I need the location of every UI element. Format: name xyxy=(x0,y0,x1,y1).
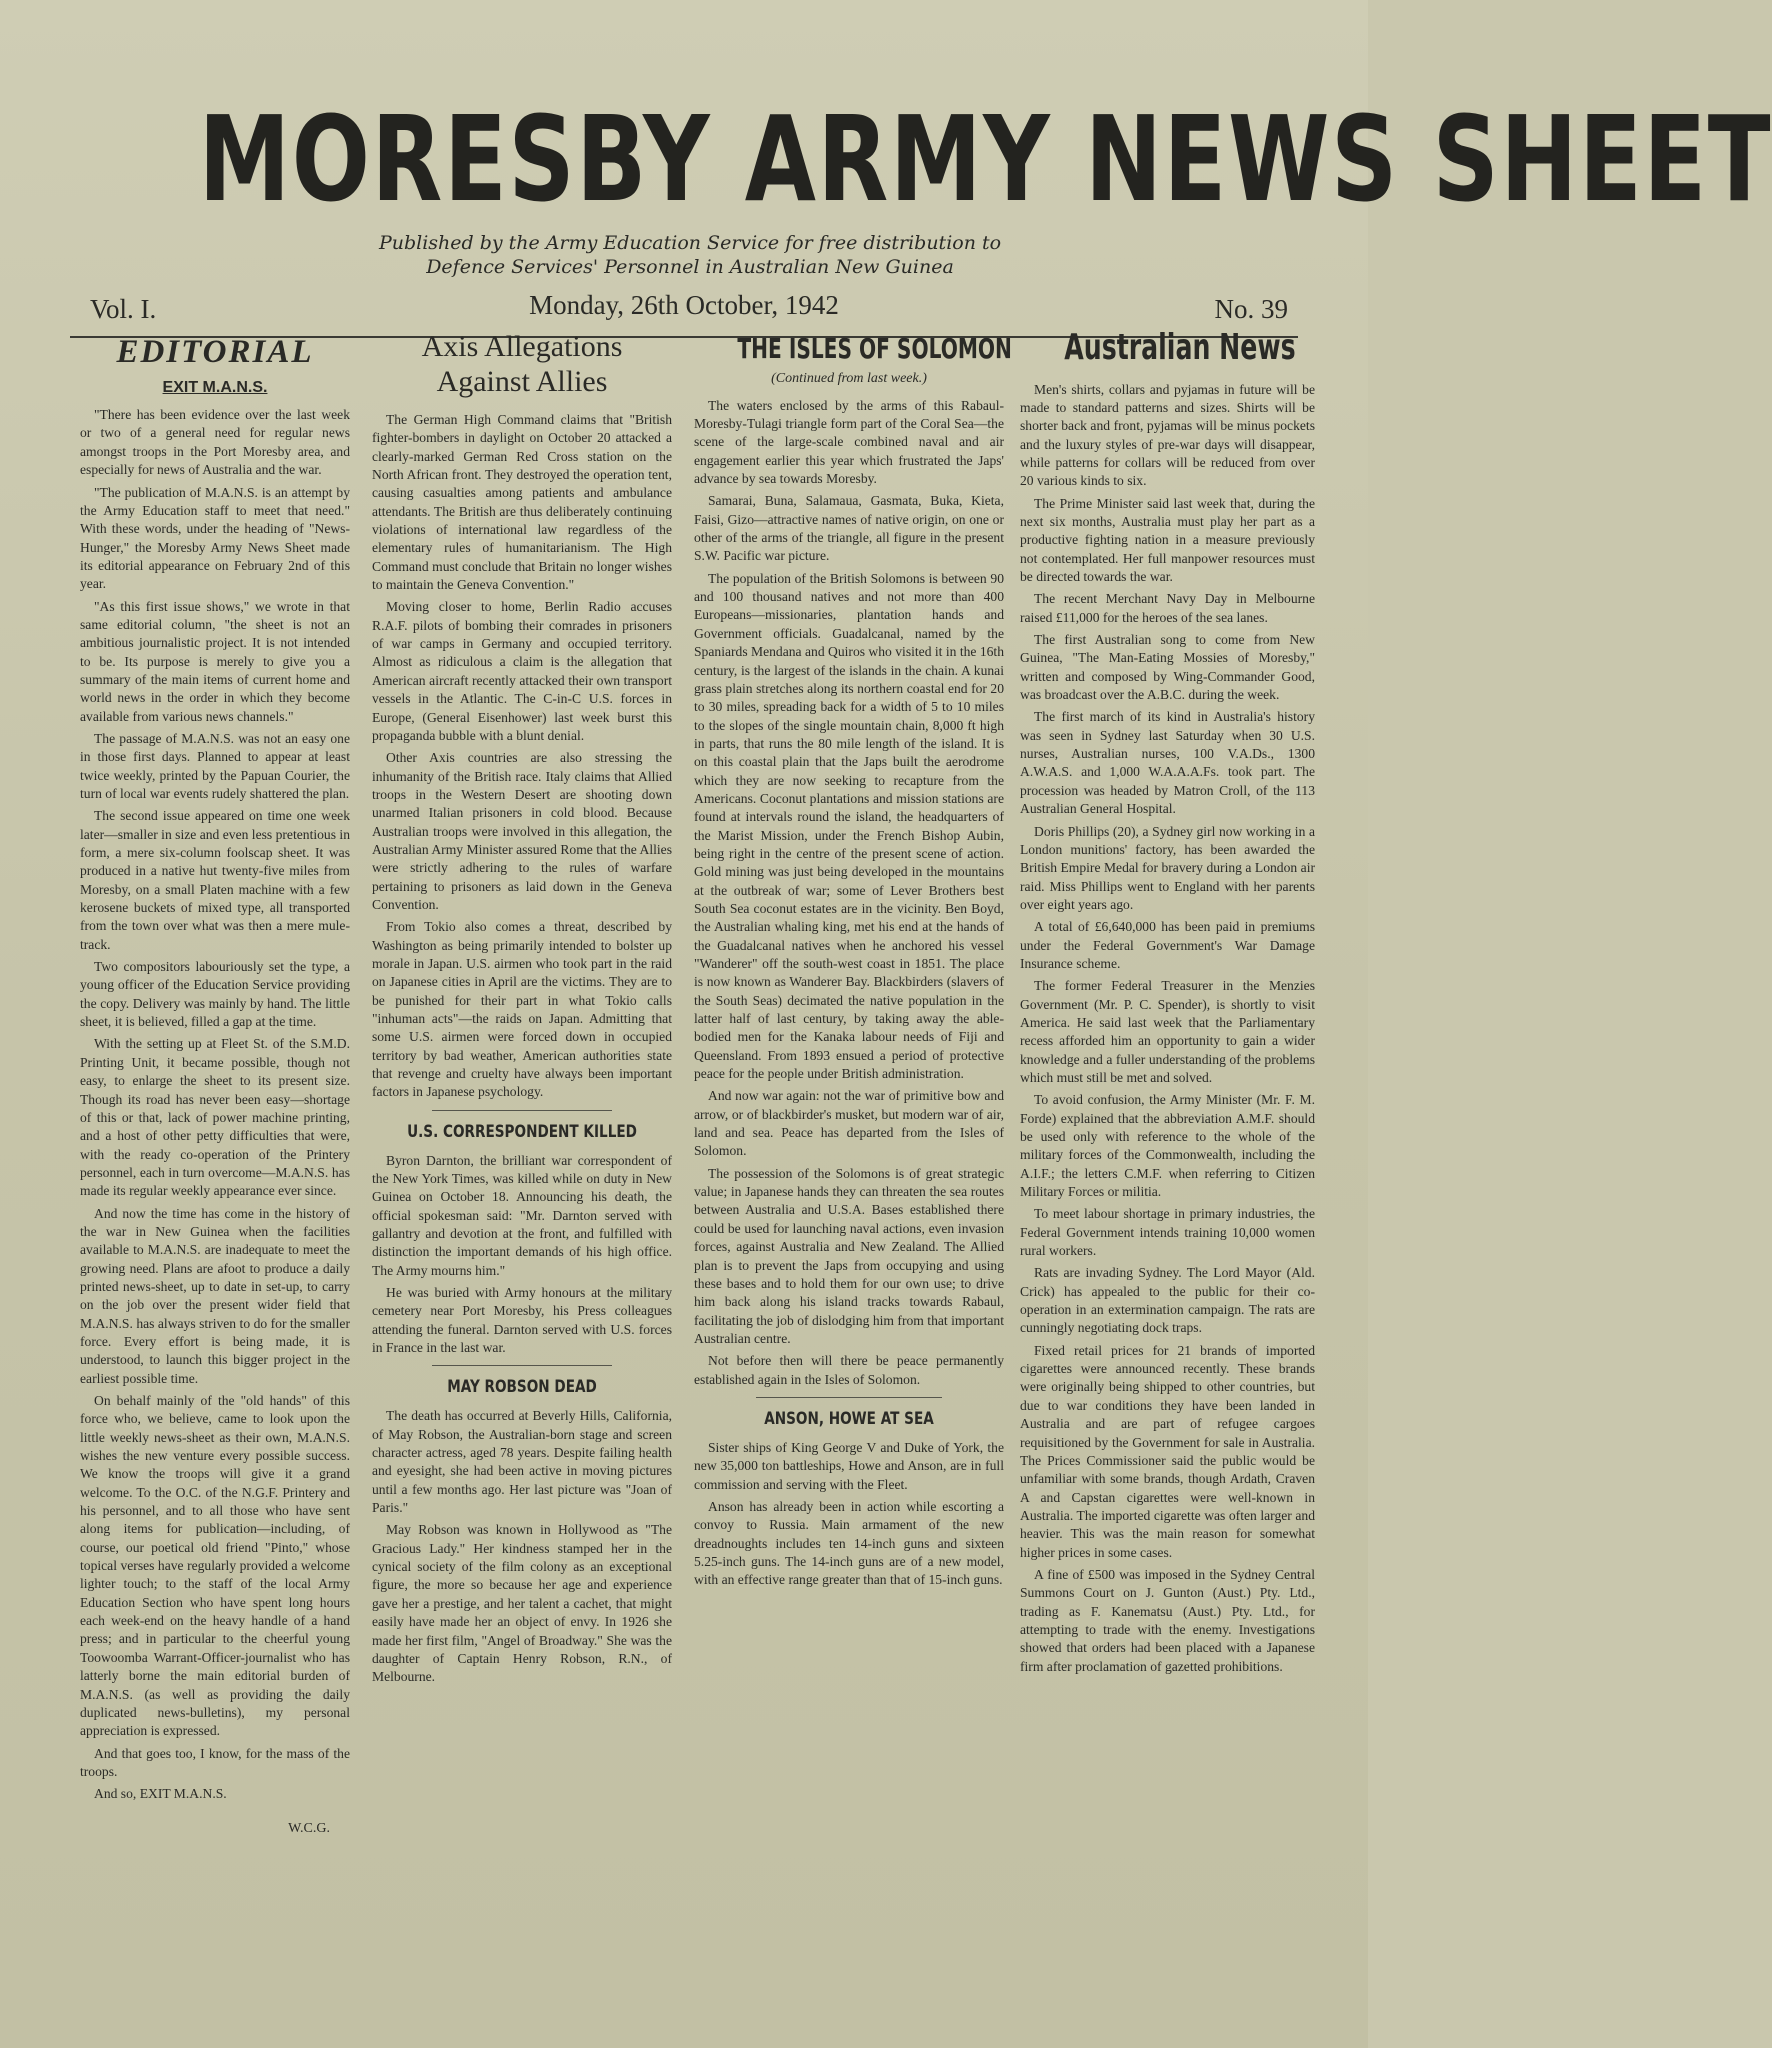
article-paragraph: A total of £6,640,000 has been paid in premiums under the Federal Government's War Damage Insurance scheme. xyxy=(1020,919,1315,971)
editorial-body xyxy=(80,406,350,1803)
article-paragraph: The recent Merchant Navy Day in Melbourne raised £11,000 for the heroes of the sea lanes. xyxy=(1020,591,1315,625)
article-paragraph: And so, EXIT M.A.N.S. xyxy=(94,1786,227,1802)
article-paragraph: The death has occurred at Beverly Hills, California, of May Robson, the Australian-born stage and screen character actress, aged 78 years. Despite failing health and eyesight, she had been active in moving pictures until a few months ago. Her last picture was "Joan of Paris." xyxy=(372,1408,672,1516)
article-paragraph: From Tokio also comes a threat, described by Washington as being primarily intended to bolster up morale in Japan. U.S. airmen who took part in the raid on Japanese cities in April are the victims. They are to be punished for their part in what Tokio calls "inhuman acts"—the raids on Japan. Admitting that some U.S. airmen were forced down in occupied territory by bad weather, American authorities state that revenge and cruelty have always been important factors in Japanese psychology. xyxy=(372,919,672,1100)
article-paragraph: Rats are invading Sydney. The Lord Mayor (Ald. Crick) has appealed to the public for their co-operation in an extermination campaign. The rats are cunningly negotiating dock traps. xyxy=(1020,1265,1315,1336)
article-paragraph: Fixed retail prices for 21 brands of imported cigarettes were announced recently. These brands were originally being shipped to other countries, but due to war conditions they have been landed in Australia and are part of refugee cargoes requisitioned by the Government for sale in Australia. The Prices Commissioner said the public would be unfamiliar with some brands, though Ardath, Craven A and Capstan cigarettes were well-known in Australia. The imported cigarette was often larger and heavier. This was the main reason for somewhat higher prices in some cases. xyxy=(1020,1342,1315,1560)
article-paragraph: The possession of the Solomons is of great strategic value; in Japanese hands they can threaten the sea routes between Australia and U.S.A. Bases established there could be used for launching naval actions, even invasion forces, against Australia and New Zealand. The Allied plan is to prevent the Japs from occupying and using these bases and to hold them for our own use; to drive him back along his island tracks towards Rabaul, facilitating the job of dislodging him from that important Australian centre. xyxy=(694,1165,1004,1346)
article-paragraph: The first march of its kind in Australia's history was seen in Sydney last Saturday when 30 U.S. nurses, Australian nurses, 100 V.A.Ds., 1300 A.W.A.S. and 1,000 W.A.A.A.Fs. took part. The procession was headed by Matron Croll, of the 113 Australian General Hospital. xyxy=(1020,709,1315,817)
article-paragraph: The second issue appeared on time one week later—smaller in size and even less pretentious in form, a mere six-column foolscap sheet. It was produced in a native hut twenty-five miles from Moresby, on a small Platen machine with a few kerosene buckets of mixed type, all transported from the town over what was then a mere mule-track. xyxy=(80,808,350,952)
solomon-body xyxy=(694,397,1004,1389)
article-paragraph: "There has been evidence over the last week or two of a general need for regular news amongst troops in the Port Moresby area, and especially for news of Australia and the war. xyxy=(80,407,350,478)
article-paragraph: To meet labour shortage in primary industries, the Federal Government intends training 10,000 women rural workers. xyxy=(1020,1206,1315,1259)
axis-column xyxy=(372,330,672,1691)
article-paragraph: Other Axis countries are also stressing the inhumanity of the British race. Italy claims that Allied troops in the Western Desert are shooting down unarmed Italian prisoners in cold blood. Because Australian troops were involved in this allegation, the Australian Army Minister assured Rome that the Allies were strictly adhering to the rules of warfare pertaining to prisoners as laid down in the Geneva Convention. xyxy=(372,750,672,912)
article-paragraph: A fine of £500 was imposed in the Sydney Central Summons Court on J. Gunton (Aust.) Pty. Ltd., trading as F. Kanematsu (Aust.) Pty. Ltd., for attempting to trade with the enemy. Investigations showed that orders had been placed with a Japanese firm after proclamation of gazetted prohibitions. xyxy=(1020,1566,1315,1674)
volume-label: Vol. I. xyxy=(90,294,157,324)
article-paragraph: The population of the British Solomons is between 90 and 100 thousand natives and not more than 400 Europeans—missionaries, plantation hands and Government officials. Guadalcanal, named by the Spaniards Mendana and Quiros who visited it in the 16th century, is the largest of the islands in the chain. A kunai grass plain stretches along its northern coastal end for 20 to 30 miles, spreading back for a width of 5 to 10 miles to the slopes of the single mountain chain, 8,000 ft high in parts, that runs the 80 mile length of the island. It is on this coastal plain that the Japs built the aerodrome which they are now seeking to recapture from the Americans. Coconut plantations and mission stations are found at intervals round the island, the headquarters of the Marist Mission, under the French Bishop Aubin, being right in the centre of the present scene of action. Gold mining was just being developed in the mountains at the outbreak of war; some of Lever Brothers best South Sea coconut estates are in the vicinity. Ben Boyd, the Australian whaling king, met his end at the hands of the Guadalcanal natives when he anchored his vessel "Wanderer" off the south-west coast in 1851. The place is now known as Wanderer Bay. Blackbirders (slavers of the South Seas) decimated the native population in the latter half of last century, by taking away the able-bodied men for the Kanaka labour needs of Fiji and Queensland. From 1893 ensued a period of protective peace for the people under British administration. xyxy=(694,570,1004,1082)
correspondent-heading: U.S. CORRESPONDENT KILLED xyxy=(407,1121,637,1142)
editorial-signature: W.C.G. xyxy=(288,1820,330,1836)
article-paragraph: Samarai, Buna, Salamaua, Gasmata, Buka, Kieta, Faisi, Gizo—attractive names of native origin, on one or other of the arms of the triangle, all figure in the present S.W. Pacific war picture. xyxy=(694,493,1004,564)
article-paragraph: The passage of M.A.N.S. was not an easy one in those first days. Planned to appear at least twice weekly, printed by the Papuan Courier, the turn of local war events rudely shattered the plan. xyxy=(80,730,350,802)
article-paragraph: Men's shirts, collars and pyjamas in future will be made to standard patterns and sizes. Shirts will be shorter back and front, pyjamas will be minus pockets and the luxury styles of pre-war days will disappear, while patterns for collars will be reduced from over 20 various kinds to six. xyxy=(1020,381,1315,489)
article-paragraph: And that goes too, I know, for the mass of the troops. xyxy=(80,1745,350,1779)
article-paragraph: "As this first issue shows," we wrote in that same editorial column, "the sheet is not an ambitious journalistic project. It is not intended to be. Its purpose is merely to give you a summary of the main items of current home and world news in the order in which they become available from various news channels." xyxy=(80,598,350,724)
section-divider xyxy=(756,1397,942,1398)
australian-news-heading: Australian News xyxy=(1064,327,1296,368)
article-paragraph: The first Australian song to come from New Guinea, "The Man-Eating Mossies of Moresby," written and composed by Wing-Commander Good, was broadcast over the A.B.C. during the week. xyxy=(1020,632,1315,703)
article-paragraph: Anson has already been in action while escorting a convoy to Russia. Main armament of the new dreadnoughts includes ten 14-inch guns and sixteen 5.25-inch guns. The 14-inch guns are of a new model, with an effective range greater than that of 15-inch guns. xyxy=(694,1498,1004,1588)
article-paragraph: On behalf mainly of the "old hands" of this force who, we believe, came to look upon the little weekly news-sheet as their own, M.A.N.S. wishes the new venture every possible success. We know the troops will give it a grand welcome. To the O.C. of the N.G.F. Printery and his personnel, and to all those who have sent along items for publication—including, of course, our poetical old friend "Pinto," whose topical verses have regularly provided a welcome lighter touch; to the staff of the local Army Education Section who have spent long hours each week-end on the heavy handle of a hand press; and in particular to the cheerful young Toowoomba Warrant-Officer-journalist who has latterly borne the main editorial burden of M.A.N.S. (as well as providing the daily duplicated news-bulletins), my personal appreciation is expressed. xyxy=(80,1393,350,1739)
axis-heading-line1: Axis Allegations xyxy=(421,330,623,363)
article-paragraph: The German High Command claims that "British fighter-bombers in daylight on October 20 attacked a clearly-marked German Red Cross station on the North African front. They destroyed the operation tent, causing casualties among patients and ambulance attendants. The British are thus deliberately continuing violations of international law regardless of the elementary rules of humanitarianism. The High Command must conclude that Britain no longer wishes to maintain the Geneva Convention." xyxy=(372,412,672,593)
publisher-line-2: Defence Services' Personnel in Australian New Guinea xyxy=(426,255,954,278)
anson-body xyxy=(694,1439,1004,1590)
axis-heading-line2: Against Allies xyxy=(436,364,608,398)
issue-number: No. 39 xyxy=(1214,294,1288,324)
article-paragraph: And now war again: not the war of primitive bow and arrow, or of blackbirder's musket, but modern war of air, land and sea. Peace has departed from the Isles of Solomon. xyxy=(694,1088,1004,1159)
axis-body xyxy=(372,411,672,1102)
solomon-column xyxy=(694,330,1012,1594)
newspaper-title: MORESBY ARMY NEWS SHEET xyxy=(198,90,1772,228)
article-paragraph: "The publication of M.A.N.S. is an attempt by the Army Education staff to meet that need." With these words, under the heading of "News-Hunger," the Moresby Army News Sheet made its editorial appearance on February 2nd of this year. xyxy=(80,484,350,592)
article-paragraph: Byron Darnton, the brilliant war correspondent of the New York Times, was killed while on duty in New Guinea on October 18. Announcing his death, the official spokesman said: "Mr. Darnton served with gallantry and devotion at the front, and fulfilled with distinction the important demands of his high office. The Army mourns him." xyxy=(372,1152,672,1278)
article-paragraph: May Robson was known in Hollywood as "The Gracious Lady." Her kindness stamped her in the cynical society of the film colony as an exceptional figure, the more so because her age and experience gave her a prestige, and her talent a cachet, that might easily have made her an object of envy. In 1926 she made her first film, "Angel of Broadway." She was the daughter of Captain Henry Robson, R.N., of Melbourne. xyxy=(372,1522,672,1685)
article-paragraph: And now the time has come in the history of the war in New Guinea when the facilities available to M.A.N.S. are inadequate to meet the growing need. Plans are afoot to produce a daily printed news-sheet, up to date in set-up, to carry on the job over the present wider field that M.A.N.S. has always striven to do for the smaller force. Every effort is being made, it is understood, to launch this bigger project in the earliest possible time. xyxy=(80,1205,350,1386)
australian-news-body xyxy=(1020,381,1315,1676)
section-divider xyxy=(432,1110,612,1111)
publisher-line-1: Published by the Army Education Service for free distribution to xyxy=(378,232,1002,254)
article-paragraph: With the setting up at Fleet St. of the S.M.D. Printing Unit, it became possible, though not easy, to enlarge the sheet to its present size. Though its road has never been easy—shortage of this or that, lack of power machine printing, and a host of other petty difficulties that were, with the ready co-operation of the Printery personnel, each in turn overcome—M.A.N.S. has made its regular weekly appearance ever since. xyxy=(80,1036,350,1199)
section-divider xyxy=(432,1365,612,1366)
solomon-heading: THE ISLES OF SOLOMON xyxy=(737,332,1012,365)
publisher-line xyxy=(60,232,1320,280)
robson-body xyxy=(372,1407,672,1686)
article-paragraph: To avoid confusion, the Army Minister (Mr. F. M. Forde) explained that the abbreviation A.M.F. should be used only with reference to the whole of the military forces of the Commonwealth, including the A.I.F.; the letters C.M.F. when referring to Citizen Military Forces or militia. xyxy=(1020,1092,1315,1200)
robson-heading: MAY ROBSON DEAD xyxy=(447,1377,597,1398)
editorial-heading: EDITORIAL xyxy=(116,334,314,370)
editorial-column xyxy=(80,330,350,1838)
axis-heading xyxy=(372,330,672,399)
australian-news-column xyxy=(1020,327,1315,1680)
article-paragraph: He was buried with Army honours at the military cemetery near Port Moresby, his Press colleagues attending the funeral. Darnton served with U.S. forces in France in the last war. xyxy=(372,1285,672,1356)
article-paragraph: Not before then will there be peace permanently established again in the Isles of Solomon. xyxy=(694,1353,1004,1387)
masthead xyxy=(60,90,1772,280)
editorial-subheading: EXIT M.A.N.S. xyxy=(162,378,268,396)
solomon-continued-note: (Continued from last week.) xyxy=(771,370,927,386)
issue-date: Monday, 26th October, 1942 xyxy=(529,290,839,320)
article-paragraph: The Prime Minister said last week that, during the next six months, Australia must play her part as a productive fighting nation in a measure previously not contemplated. Her full manpower resources must be directed towards the war. xyxy=(1020,495,1315,585)
correspondent-body xyxy=(372,1152,672,1358)
article-paragraph: Sister ships of King George V and Duke of York, the new 35,000 ton battleships, Howe and Anson, are in full commission and serving with the Fleet. xyxy=(694,1439,1004,1492)
article-paragraph: The former Federal Treasurer in the Menzies Government (Mr. P. C. Spender), is shortly to visit America. He said last week that the Parliamentary recess afforded him an opportunity to gain a wider knowledge and a fuller understanding of the problems which must still be met and solved. xyxy=(1020,978,1315,1085)
dateline xyxy=(70,290,1298,328)
article-paragraph: Doris Phillips (20), a Sydney girl now working in a London munitions' factory, has been awarded the British Empire Medal for bravery during a London air raid. Miss Phillips went to England with her parents over eight years ago. xyxy=(1020,823,1315,912)
anson-heading: ANSON, HOWE AT SEA xyxy=(764,1408,934,1429)
article-paragraph: The waters enclosed by the arms of this Rabaul-Moresby-Tulagi triangle form part of the Coral Sea—the scene of the large-scale combined naval and air engagement earlier this year which frustrated the Japs' advance by sea towards Moresby. xyxy=(694,397,1004,487)
article-paragraph: Moving closer to home, Berlin Radio accuses R.A.F. pilots of bombing their comrades in prisoners of war camps in Germany and occupied territory. Almost as ridiculous a claim is the allegation that American aircraft recently attacked their own transport vessels in the Atlantic. The C-in-C U.S. forces in Europe, (General Eisenhower) last week burst this propaganda bubble with a blunt denial. xyxy=(372,599,672,743)
article-paragraph: Two compositors labouriously set the type, a young officer of the Education Service providing the copy. Delivery was mainly by hand. The little sheet, it is believed, filled a gap at the time. xyxy=(80,959,350,1030)
